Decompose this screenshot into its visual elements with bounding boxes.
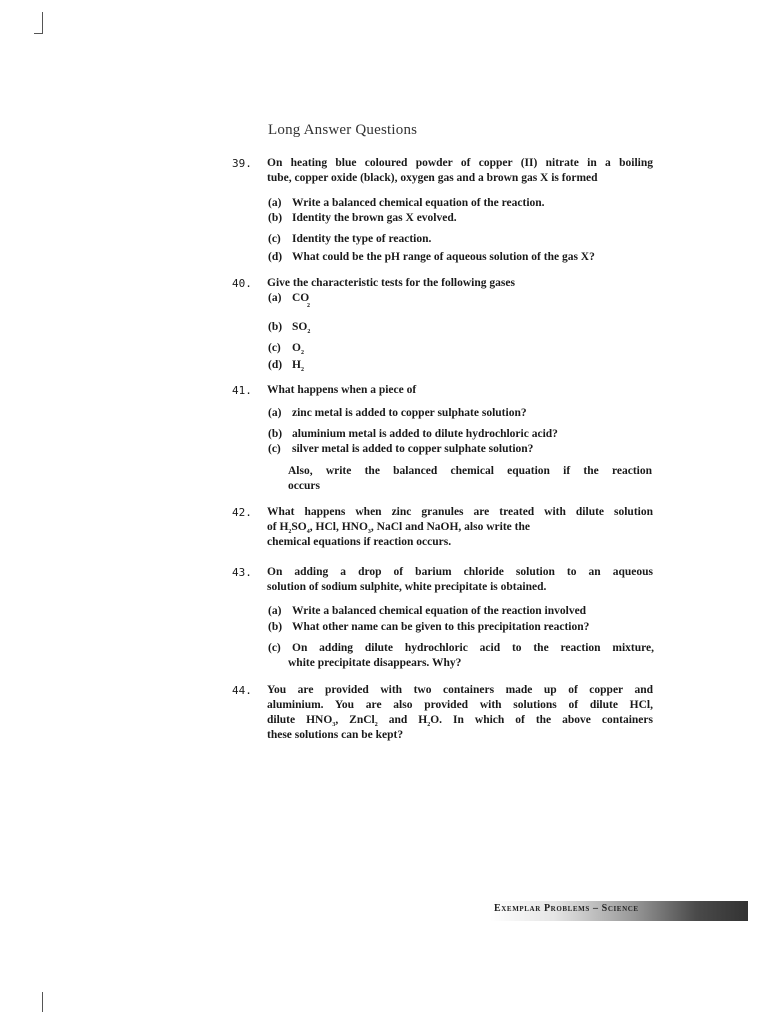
crop-mark-bottom-vertical xyxy=(42,992,43,1012)
question-41 xyxy=(232,383,662,398)
question-number: 44. xyxy=(232,684,252,697)
subpart: (a) Write a balanced chemical equation of the reaction. xyxy=(268,197,545,209)
question-44 xyxy=(232,683,662,743)
crop-mark-top-horizontal xyxy=(34,33,43,34)
subpart: (a) Write a balanced chemical equation of the reaction involved xyxy=(268,605,587,617)
subpart: (c) Identity the type of reaction. xyxy=(268,233,432,245)
subpart: (c) silver metal is added to copper sulphate solution? xyxy=(268,443,534,455)
question-number: 40. xyxy=(232,277,252,290)
subpart: (a) CO xyxy=(268,292,310,304)
subpart: (a) zinc metal is added to copper sulphate solution? xyxy=(268,407,527,419)
section-heading: Long Answer Questions xyxy=(268,122,418,138)
question-text: solution of sodium sulphite, white precipitate is obtained. xyxy=(267,581,547,593)
subpart: (c) On adding dilute hydrochloric acid to the reaction mixture, white precipitate disappears. Why? xyxy=(268,642,654,669)
subpart: (b) $SO_2$ xyxy=(268,321,311,335)
question-number: 41. xyxy=(232,384,252,397)
question-number: 42. xyxy=(232,506,252,519)
subpart: (b) What other name can be given to this precipitation reaction? xyxy=(268,621,590,633)
question-text: chemical equations if reaction occurs. xyxy=(267,536,452,548)
question-39 xyxy=(232,156,662,186)
question-text: What happens when zinc granules are treated with dilute solution xyxy=(267,506,653,518)
footer-title: Exemplar Problems – Science xyxy=(494,903,639,914)
question-text: these solutions can be kept? xyxy=(267,729,404,741)
question-text: tube, copper oxide (black), oxygen gas and a brown gas X is formed xyxy=(267,172,598,184)
question-number: 39. xyxy=(232,157,252,170)
question-text: On heating blue coloured powder of copper (II) nitrate in a boiling xyxy=(267,157,653,169)
question-text: You are provided with two containers made up of copper and xyxy=(267,684,653,696)
subscript: 2 xyxy=(307,303,310,309)
subpart: (d) What could be the pH range of aqueous solution of the gas X? xyxy=(268,251,595,263)
subpart: (d) $H_2$ xyxy=(268,359,304,373)
question-text: of $H_2SO_4$, HCl, $HNO_3$, NaCl and NaOH, also write the xyxy=(267,521,530,535)
subpart: (c) $O_2$ xyxy=(268,342,304,356)
subpart: (b) aluminium metal is added to dilute hydrochloric acid? xyxy=(268,428,558,440)
question-text: On adding a drop of barium chloride solution to an aqueous xyxy=(267,566,653,578)
question-42 xyxy=(232,505,662,550)
question-text: aluminium. You are also provided with solutions of dilute HCl, xyxy=(267,699,653,711)
question-text: What happens when a piece of xyxy=(267,384,417,396)
subpart: (b) Identity the brown gas X evolved. xyxy=(268,212,457,224)
question-number: 43. xyxy=(232,566,252,579)
note: Also, write the balanced chemical equation if the reaction occurs xyxy=(288,465,652,492)
question-40 xyxy=(232,276,662,291)
crop-mark-top-vertical xyxy=(42,12,43,34)
question-text: dilute $HNO_3$, ZnCl$_2$ and $H_2O$. In which of the above containers xyxy=(267,714,653,728)
question-text: Give the characteristic tests for the following gases xyxy=(267,277,515,289)
question-43 xyxy=(232,565,662,595)
